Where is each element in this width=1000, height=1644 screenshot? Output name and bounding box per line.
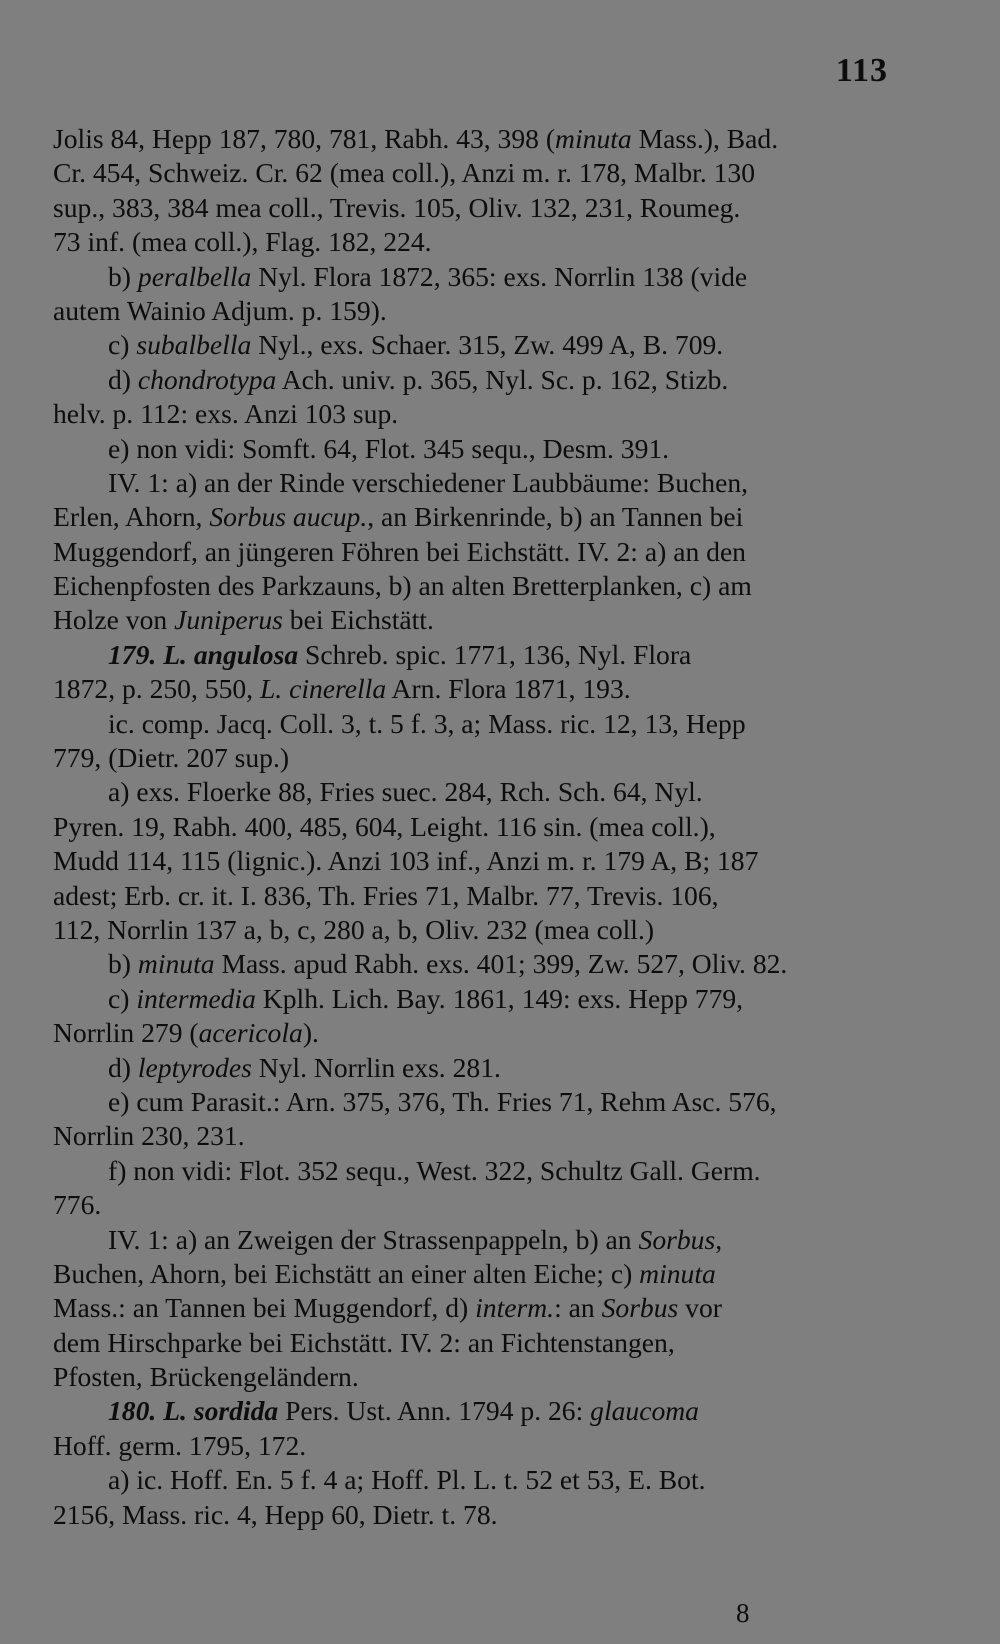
text-line: 180. L. sordida Pers. Ust. Ann. 1794 p. 26: glaucoma [108, 1395, 699, 1427]
text-line: 776. [53, 1189, 102, 1221]
text-line: Norrlin 230, 231. [53, 1120, 245, 1152]
text-line: c) subalbella Nyl., exs. Schaer. 315, Zw. 499 A, B. 709. [108, 329, 724, 361]
text-line: Jolis 84, Hepp 187, 780, 781, Rabh. 43, 398 (minuta Mass.), Bad. [53, 123, 779, 154]
text-line: autem Wainio Adjum. p. 159). [53, 294, 387, 326]
text-line: 73 inf. (mea coll.), Flag. 182, 224. [53, 226, 432, 258]
text-line: c) intermedia Kplh. Lich. Bay. 1861, 149: exs. Hepp 779, [108, 982, 744, 1014]
text-line: d) leptyrodes Nyl. Norrlin exs. 281. [108, 1051, 501, 1083]
text-line: Pyren. 19, Rabh. 400, 485, 604, Leight. 116 sin. (mea coll.), [53, 810, 716, 842]
text-line: 112, Norrlin 137 a, b, c, 280 a, b, Oliv. 232 (mea coll.) [53, 913, 655, 945]
text-line: a) exs. Floerke 88, Fries suec. 284, Rch. Sch. 64, Nyl. [108, 776, 703, 808]
text-line: Mass.: an Tannen bei Muggendorf, d) interm.: an Sorbus vor [53, 1292, 722, 1324]
text-line: Hoff. germ. 1795, 172. [53, 1429, 307, 1461]
text-line: Erlen, Ahorn, Sorbus aucup., an Birkenrinde, b) an Tannen bei [53, 501, 744, 533]
text-line: helv. p. 112: exs. Anzi 103 sup. [53, 398, 399, 430]
text-line: f) non vidi: Flot. 352 sequ., West. 322, Schultz Gall. Germ. [108, 1154, 761, 1186]
text-line: 2156, Mass. ric. 4, Hepp 60, Dietr. t. 78. [53, 1498, 498, 1530]
page-number: 113 [835, 52, 888, 89]
text-line: a) ic. Hoff. En. 5 f. 4 a; Hoff. Pl. L. t. 52 et 53, E. Bot. [108, 1464, 706, 1496]
signature-mark: 8 [736, 1598, 750, 1628]
page-text [53, 122, 888, 1532]
text-line: sup., 383, 384 mea coll., Trevis. 105, Oliv. 132, 231, Roumeg. [53, 191, 741, 223]
text-line: Pfosten, Brückengeländern. [53, 1361, 359, 1393]
text-line: d) chondrotypa Ach. univ. p. 365, Nyl. Sc. p. 162, Stizb. [108, 363, 729, 395]
text-line: Buchen, Ahorn, bei Eichstätt an einer alten Eiche; c) minuta [53, 1257, 716, 1289]
text-line: e) non vidi: Somft. 64, Flot. 345 sequ., Desm. 391. [108, 432, 670, 464]
text-line: Cr. 454, Schweiz. Cr. 62 (mea coll.), Anzi m. r. 178, Malbr. 130 [53, 157, 756, 189]
text-line: 1872, p. 250, 550, L. cinerella Arn. Flora 1871, 193. [53, 673, 631, 705]
text-line: Holze von Juniperus bei Eichstätt. [53, 604, 434, 636]
text-line: 179. L. angulosa Schreb. spic. 1771, 136, Nyl. Flora [108, 638, 692, 670]
text-line: ic. comp. Jacq. Coll. 3, t. 5 f. 3, a; Mass. ric. 12, 13, Hepp [108, 707, 746, 739]
text-line: IV. 1: a) an der Rinde verschiedener Laubbäume: Buchen, [108, 466, 749, 498]
text-line: b) peralbella Nyl. Flora 1872, 365: exs. Norrlin 138 (vide [108, 260, 748, 292]
text-line: Muggendorf, an jüngeren Föhren bei Eichstätt. IV. 2: a) an den [53, 535, 746, 567]
text-line: Mudd 114, 115 (lignic.). Anzi 103 inf., Anzi m. r. 179 A, B; 187 [53, 845, 759, 877]
text-line: Norrlin 279 (acericola). [53, 1017, 319, 1049]
text-line: IV. 1: a) an Zweigen der Strassenpappeln, b) an Sorbus, [108, 1223, 723, 1255]
text-line: Eichenpfosten des Parkzauns, b) an alten Bretterplanken, c) am [53, 570, 752, 602]
text-line: adest; Erb. cr. it. I. 836, Th. Fries 71, Malbr. 77, Trevis. 106, [53, 879, 719, 911]
text-line: e) cum Parasit.: Arn. 375, 376, Th. Fries 71, Rehm Asc. 576, [108, 1085, 777, 1117]
text-line: dem Hirschparke bei Eichstätt. IV. 2: an Fichtenstangen, [53, 1326, 675, 1358]
text-line: b) minuta Mass. apud Rabh. exs. 401; 399, Zw. 527, Oliv. 82. [108, 948, 788, 980]
text-line: 779, (Dietr. 207 sup.) [53, 742, 290, 774]
